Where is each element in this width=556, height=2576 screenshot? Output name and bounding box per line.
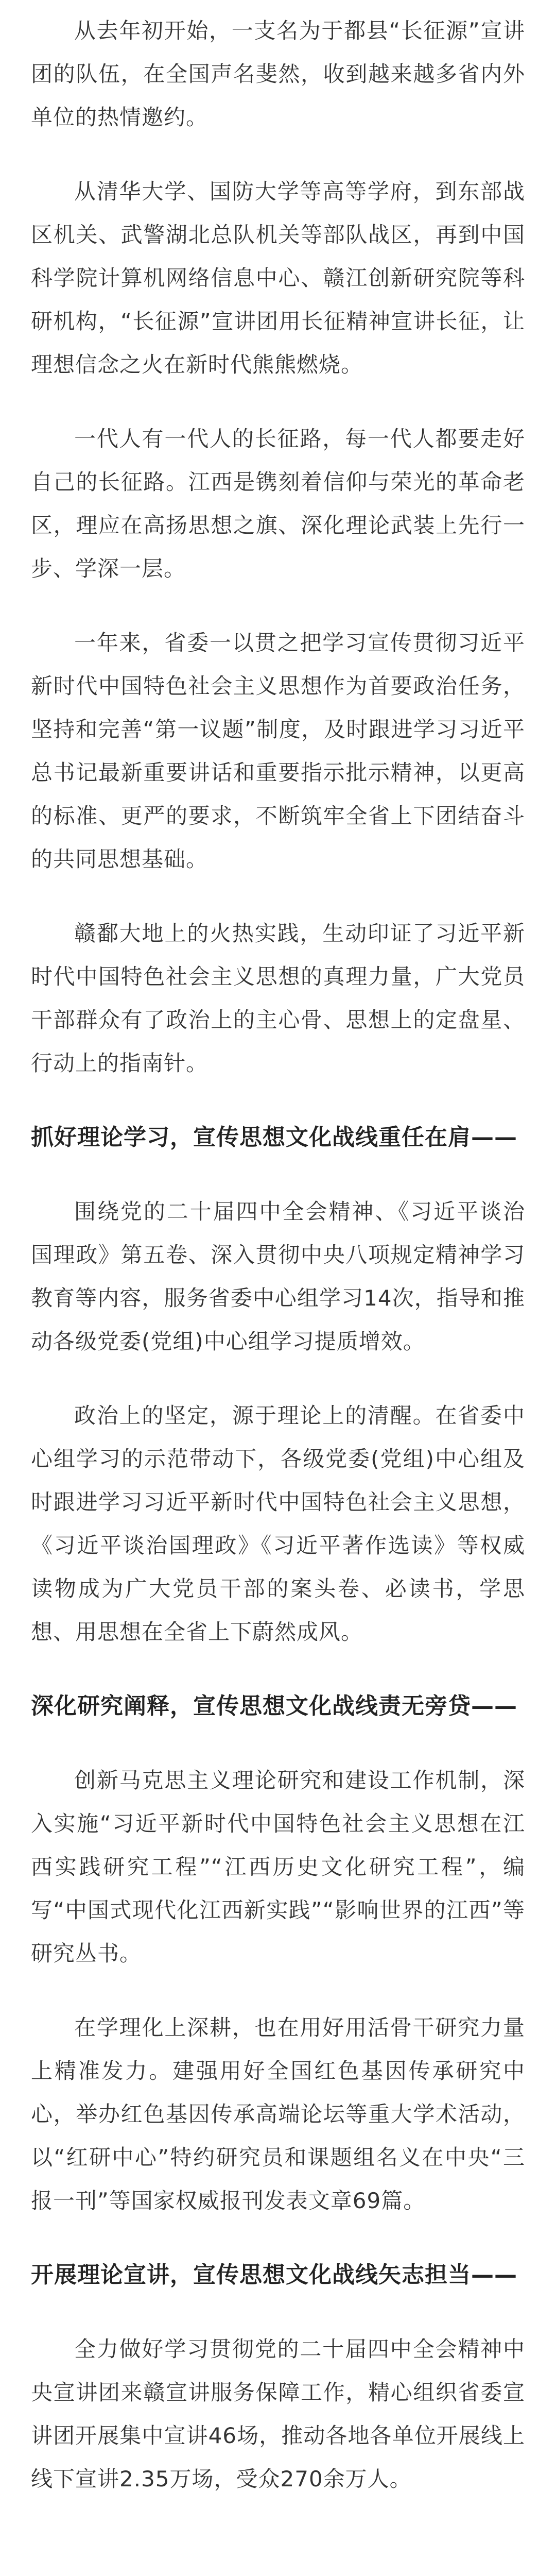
section2-paragraph-2: 在学理化上深耕，也在用好用活骨干研究力量上精准发力。建强用好全国红色基因传承研究中心，举办红色基因传承高端论坛等重大学术活动，以“红研中心”特约研究员和课题组名义在中央“三报一刊”等国家权威报刊发表文章69篇。 (31, 2015, 525, 2213)
intro-paragraph-5: 赣鄱大地上的火热实践，生动印证了习近平新时代中国特色社会主义思想的真理力量，广大党员干部群众有了政治上的主心骨、思想上的定盘星、行动上的指南针。 (31, 921, 525, 1076)
section3-paragraph-1: 全力做好学习贯彻党的二十届四中全会精神中央宣讲团来赣宣讲服务保障工作，精心组织省委宣讲团开展集中宣讲46场，推动各地各单位开展线上线下宣讲2.35万场，受众270余万人。 (31, 2336, 525, 2492)
section-heading-theory-study: 抓好理论学习，宣传思想文化战线重任在肩—— (31, 1124, 517, 1150)
intro-paragraph-4: 一年来，省委一以贯之把学习宣传贯彻习近平新时代中国特色社会主义思想作为首要政治任务，坚持和完善“第一议题”制度，及时跟进学习习近平总书记最新重要讲话和重要指示批示精神，以更高的标准、更严的要求，不断筑牢全省上下团结奋斗的共同思想基础。 (31, 630, 525, 872)
intro-paragraph-2: 从清华大学、国防大学等高等学府，到东部战区机关、武警湖北总队机关等部队战区，再到中国科学院计算机网络信息中心、赣江创新研究院等科研机构，“长征源”宣讲团用长征精神宣讲长征，让理想信念之火在新时代熊熊燃烧。 (31, 179, 525, 377)
section2-paragraph-1: 创新马克思主义理论研究和建设工作机制，深入实施“习近平新时代中国特色社会主义思想在江西实践研究工程”“江西历史文化研究工程”，编写“中国式现代化江西新实践”“影响世界的江西”等研究丛书。 (31, 1768, 525, 1966)
section1-paragraph-1: 围绕党的二十届四中全会精神、《习近平谈治国理政》第五卷、深入贯彻中央八项规定精神学习教育等内容，服务省委中心组学习14次，指导和推动各级党委(党组)中心组学习提质增效。 (31, 1199, 525, 1354)
section-heading-research: 深化研究阐释，宣传思想文化战线责无旁贷—— (31, 1693, 517, 1719)
section-heading-propaganda: 开展理论宣讲，宣传思想文化战线矢志担当—— (31, 2262, 517, 2288)
intro-paragraph-1: 从去年初开始，一支名为于都县“长征源”宣讲团的队伍，在全国声名斐然，收到越来越多省内外单位的热情邀约。 (31, 18, 525, 130)
intro-paragraph-3: 一代人有一代人的长征路，每一代人都要走好自己的长征路。江西是镌刻着信仰与荣光的革命老区，理应在高扬思想之旗、深化理论武装上先行一步、学深一层。 (31, 426, 525, 581)
section1-paragraph-2: 政治上的坚定，源于理论上的清醒。在省委中心组学习的示范带动下，各级党委(党组)中心组及时跟进学习习近平新时代中国特色社会主义思想，《习近平谈治国理政》《习近平著作选读》等权威读物成为广大党员干部的案头卷、必读书，学思想、用思想在全省上下蔚然成风。 (31, 1403, 525, 1645)
